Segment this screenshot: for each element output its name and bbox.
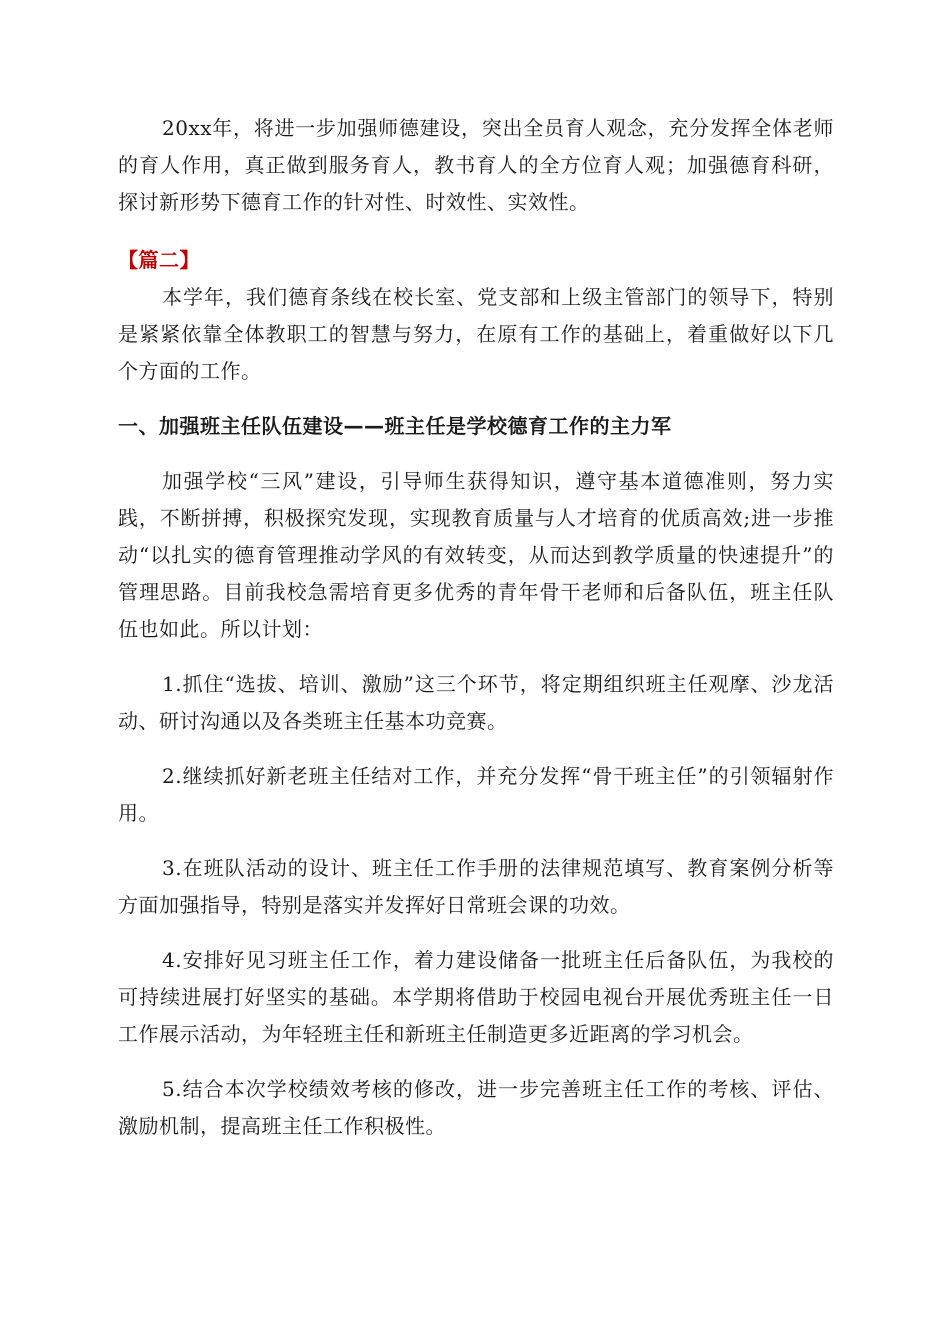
list-item-2: 2.继续抓好新老班主任结对工作，并充分发挥“骨干班主任”的引领辐射作用。	[118, 764, 834, 825]
section-heading: 一、加强班主任队伍建设——班主任是学校德育工作的主力军	[118, 414, 672, 438]
paragraph-body: 加强学校“三风”建设，引导师生获得知识，遵守基本道德准则，努力实践，不断拼搏，积极探究发现，实现教育质量与人才培育的优质高效;进一步推动“以扎实的德育管理推动学风的有效转变，从而达到教学质量的快速提升”的管理思路。目前我校急需培育更多优秀的青年骨干老师和后备队伍，班主任队伍也如此。所以计划：	[118, 469, 834, 641]
paragraph-intro-ethics: 20xx年，将进一步加强师德建设，突出全员育人观念，充分发挥全体老师的育人作用，真正做到服务育人，教书育人的全方位育人观；加强德育科研，探讨新形势下德育工作的针对性、时效性、实效性。	[118, 116, 834, 214]
list-item-1: 1.抓住“选拔、培训、激励”这三个环节，将定期组织班主任观摩、沙龙活动、研讨沟通以及各类班主任基本功竞赛。	[118, 672, 834, 733]
section-label: 【篇二】	[118, 248, 200, 272]
paragraph-section-intro: 本学年，我们德育条线在校长室、党支部和上级主管部门的领导下，特别是紧紧依靠全体教职工的智慧与努力，在原有工作的基础上，着重做好以下几个方面的工作。	[118, 285, 834, 383]
list-item-3: 3.在班队活动的设计、班主任工作手册的法律规范填写、教育案例分析等方面加强指导，特别是落实并发挥好日常班会课的功效。	[118, 856, 834, 917]
list-item-5: 5.结合本次学校绩效考核的修改，进一步完善班主任工作的考核、评估、激励机制，提高班主任工作积极性。	[118, 1077, 834, 1138]
document-body	[118, 110, 834, 1145]
list-item-4: 4.安排好见习班主任工作，着力建设储备一批班主任后备队伍，为我校的可持续进展打好坚实的基础。本学期将借助于校园电视台开展优秀班主任一日工作展示活动，为年轻班主任和新班主任制造更多近距离的学习机会。	[118, 948, 834, 1046]
